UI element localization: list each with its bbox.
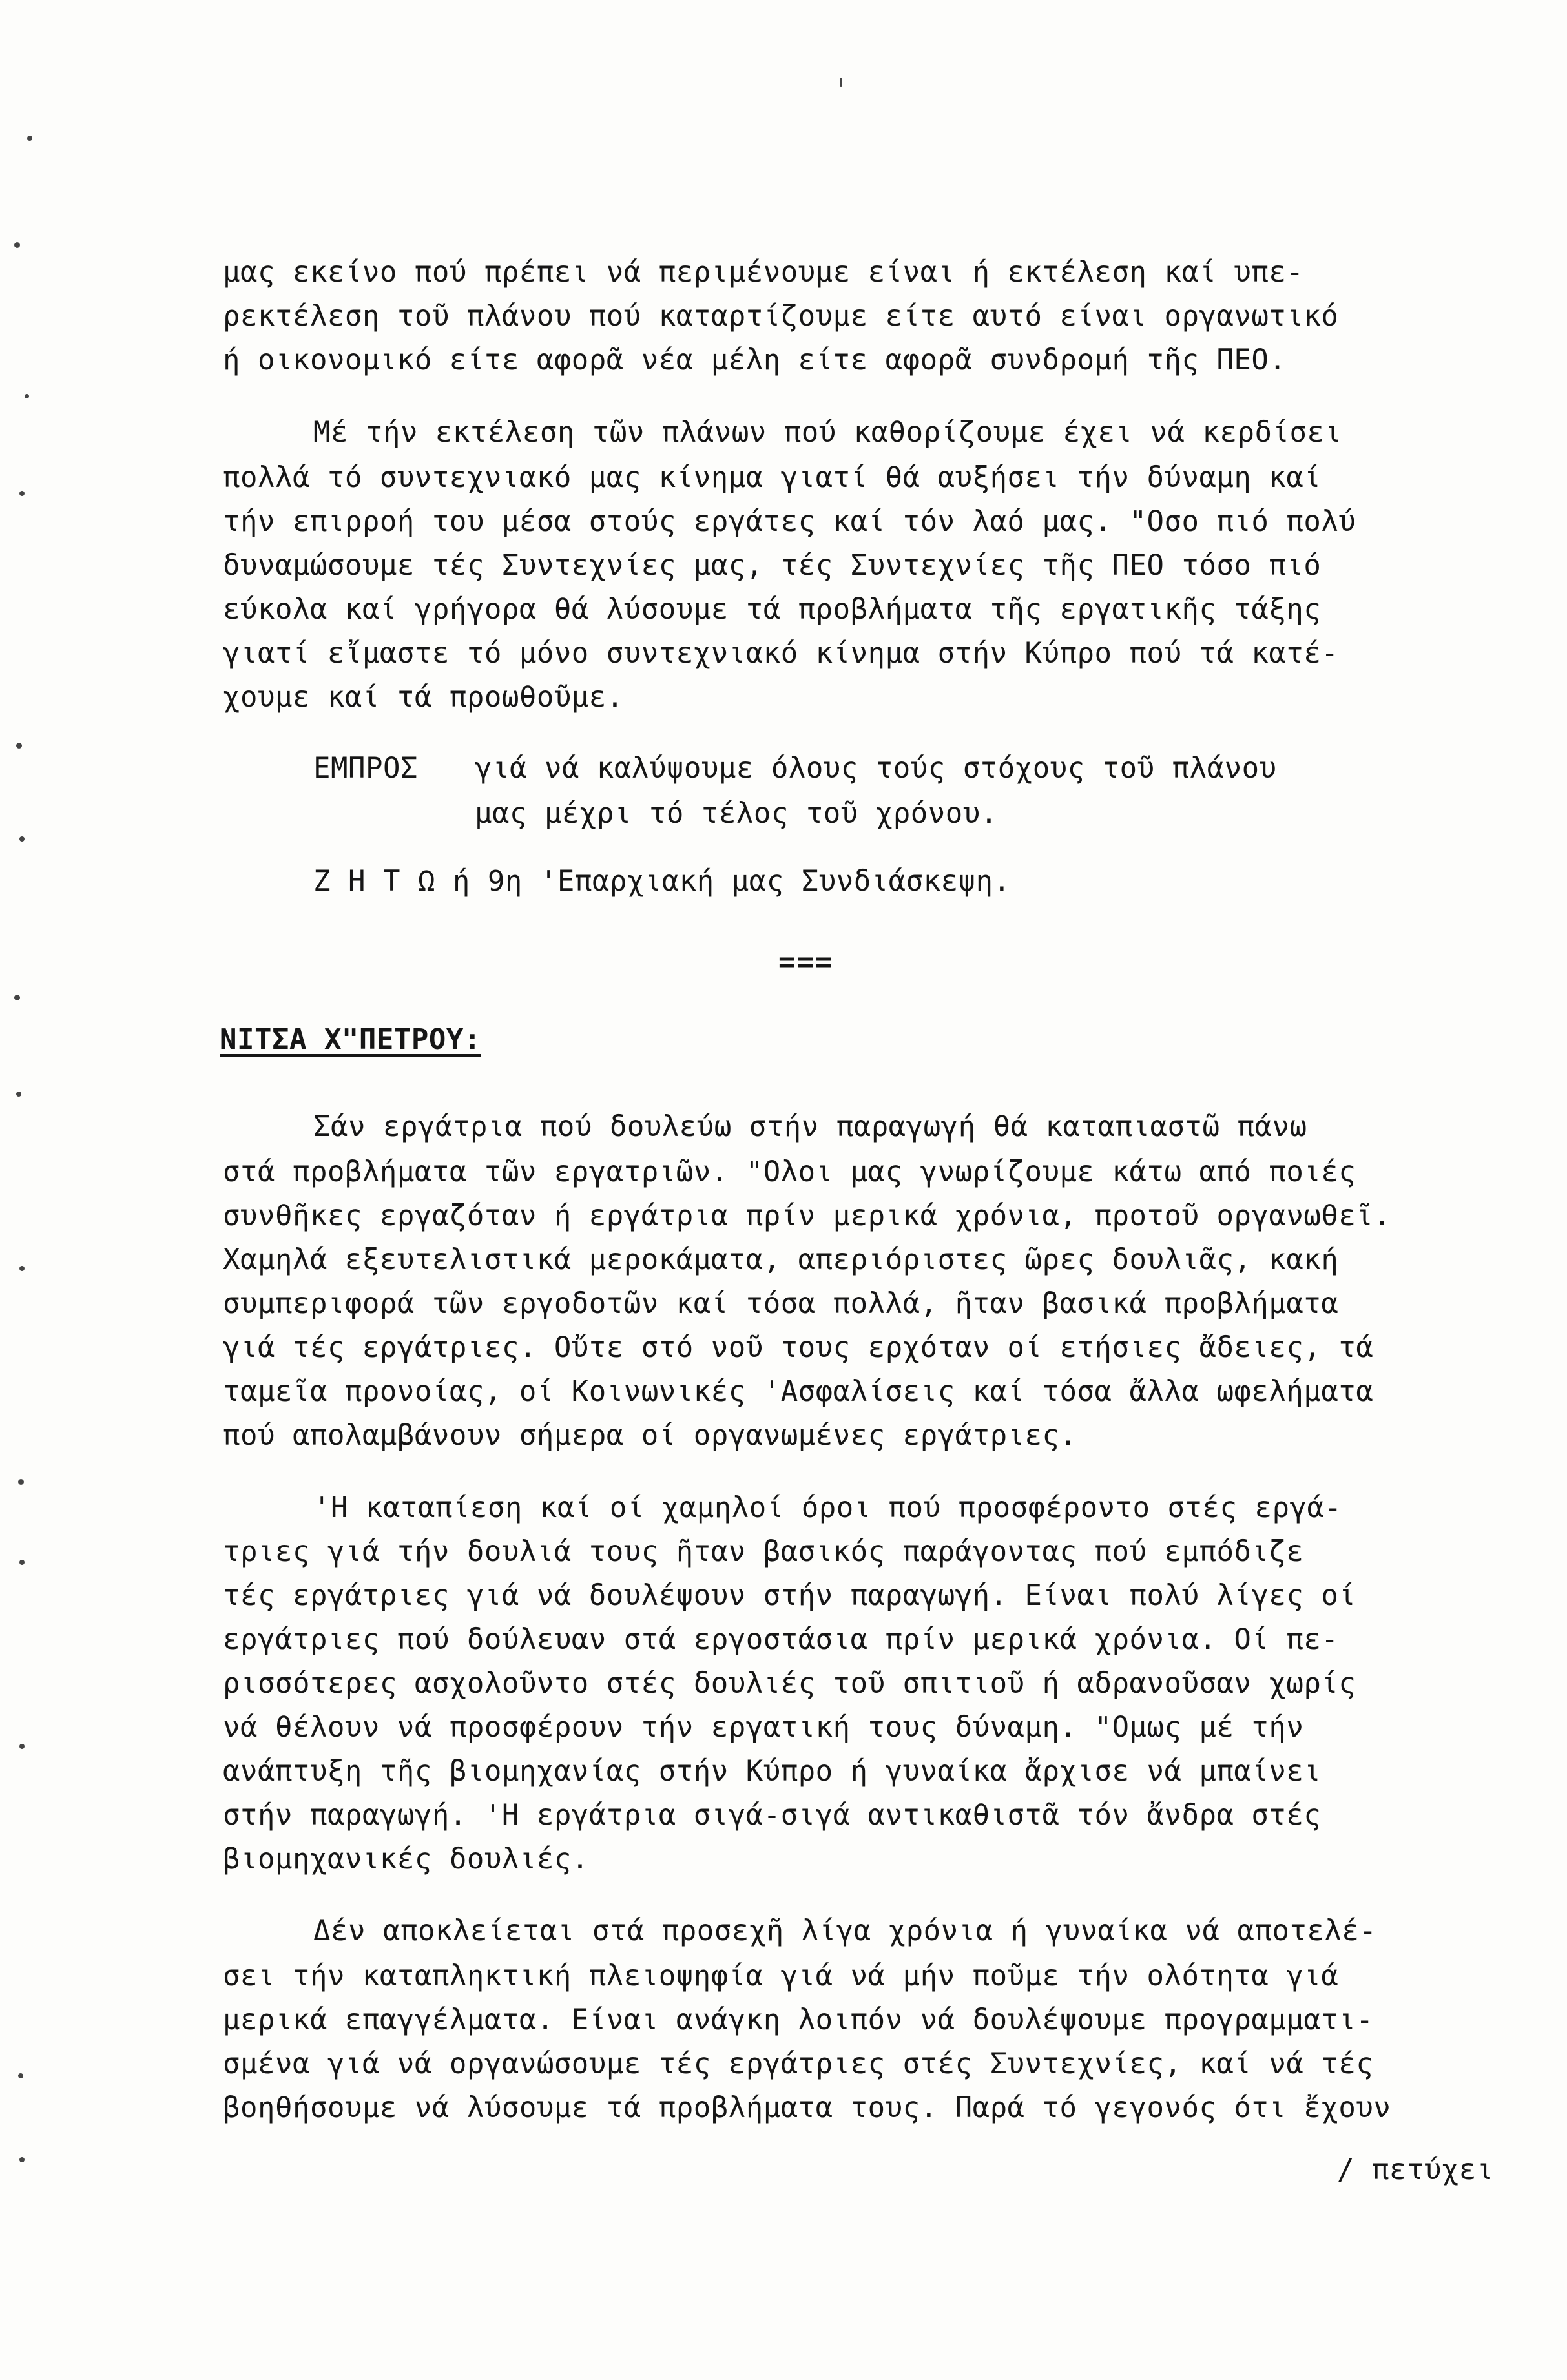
scan-speck [14,995,20,1000]
scan-speck [14,242,20,248]
text-line: μερικά επαγγέλματα. Είναι ανάγκη λοιπόν νά δουλέψουμε προγραμματι- [223,2003,1374,2036]
text-line: τές εργάτριες γιά νά δουλέψουν στήν παραγωγή. Είναι πολύ λίγες οί [223,1579,1356,1612]
text-line: γιά τές εργάτριες. Οὔτε στό νοῦ τους ερχόταν οί ετήσιες ἄδειες, τά [223,1331,1374,1364]
text-line: νά θέλουν νά προσφέρουν τήν εργατική τους δύναμη. "Ομως μέ τήν [223,1711,1304,1744]
scan-speck [19,2157,25,2162]
scan-speck [18,1479,24,1485]
slogan-label: ΕΜΠΡΟΣ [313,752,418,785]
text-line: σει τήν καταπληκτική πλειοψηφία γιά νά μήν ποῦμε τήν ολότητα γιά [223,1960,1339,1992]
text-line: βιομηχανικές δουλιές. [223,1843,589,1876]
text-line: Ζ Η Τ Ω ή 9η 'Επαρχιακή μας Συνδιάσκεψη. [313,865,1011,898]
text-line: τήν επιρροή του μέσα στούς εργάτες καί τόν λαό μας. "Οσο πιό πολύ [223,505,1356,538]
text-line: βοηθήσουμε νά λύσουμε τά προβλήματα τους. Παρά τό γεγονός ότι ἔχουν [223,2091,1391,2124]
text-line: ρεκτέλεση τοῦ πλάνου πού καταρτίζουμε είτε αυτό είναι οργανωτικό [223,300,1339,333]
text-line: σμένα γιά νά οργανώσουμε τές εργάτριες στές Συντεχνίες, καί νά τές [223,2047,1374,2080]
text-line: πού απολαμβάνουν σήμερα οί οργανωμένες εργάτριες. [223,1419,1077,1452]
text-line: Μέ τήν εκτέλεση τῶν πλάνων πού καθορίζουμε έχει νά κερδίσει [313,416,1342,449]
text-line: εύκολα καί γρήγορα θά λύσουμε τά προβλήματα τῆς εργατικῆς τάξης [223,593,1322,626]
scan-speck [19,491,25,496]
text-line: ρισσότερες ασχολοῦντο στές δουλιές τοῦ σπιτιοῦ ή αδρανοῦσαν χωρίς [223,1667,1356,1700]
text-line: τριες γιά τήν δουλιά τους ῆταν βασικός παράγοντας πού εμπόδιζε [223,1535,1304,1568]
text-line: μας μέχρι τό τέλος τοῦ χρόνου. [475,797,998,830]
text-line: στά προβλήματα τῶν εργατριῶν. "Ολοι μας γνωρίζουμε κάτω από ποιές [223,1155,1356,1188]
scan-speck [16,1092,21,1097]
scan-speck [19,836,25,842]
text-line: ταμεῖα προνοίας, οί Κοινωνικές 'Ασφαλίσεις καί τόσα ἄλλα ωφελήματα [223,1375,1374,1408]
scan-speck [25,394,29,398]
text-line: Χαμηλά εξευτελιστικά μεροκάματα, απεριόριστες ῶρες δουλιᾶς, κακή [223,1243,1339,1276]
speaker-heading: ΝΙΤΣΑ Χ"ΠΕΤΡΟΥ: [220,1023,481,1056]
text-line: συνθῆκες εργαζόταν ή εργάτρια πρίν μερικά χρόνια, προτοῦ οργανωθεῖ. [223,1199,1391,1232]
text-line: εργάτριες πού δούλευαν στά εργοστάσια πρίν μερικά χρόνια. Οί πε- [223,1623,1339,1656]
scan-speck [16,743,22,749]
text-line: γιά νά καλύψουμε όλους τούς στόχους τοῦ πλάνου [475,752,1277,785]
text-line: Σάν εργάτρια πού δουλεύω στήν παραγωγή θά καταπιαστῶ πάνω [313,1110,1307,1143]
scan-speck [19,1560,25,1565]
text-line: γιατί εἴμαστε τό μόνο συντεχνιακό κίνημα στήν Κύπρο πού τά κατέ- [223,637,1339,670]
text-line: 'Η καταπίεση καί οί χαμηλοί όροι πού προσφέροντο στές εργά- [313,1491,1342,1524]
scan-speck [840,78,842,87]
section-separator: === [778,946,834,978]
text-line: Δέν αποκλείεται στά προσεχῆ λίγα χρόνια ή γυναίκα νά αποτελέ- [313,1914,1377,1947]
text-line: ανάπτυξη τῆς βιομηχανίας στήν Κύπρο ή γυναίκα ἄρχισε νά μπαίνει [223,1755,1322,1788]
text-line: δυναμώσουμε τές Συντεχνίες μας, τές Συντεχνίες τῆς ΠΕΟ τόσο πιό [223,549,1322,582]
scan-speck [18,2073,23,2078]
text-line: στήν παραγωγή. 'Η εργάτρια σιγά-σιγά αντικαθιστᾶ τόν ἄνδρα στές [223,1799,1322,1832]
text-line: συμπεριφορά τῶν εργοδοτῶν καί τόσα πολλά, ῆταν βασικά προβλήματα [223,1287,1339,1320]
scan-speck [19,1266,25,1271]
text-line: χουμε καί τά προωθοῦμε. [223,681,624,714]
text-line: ή οικονομικό είτε αφορᾶ νέα μέλη είτε αφορᾶ συνδρομή τῆς ΠΕΟ. [223,344,1287,377]
scan-speck [19,1744,25,1749]
scan-speck [27,136,32,141]
continuation-marker: / πετύχει [1337,2153,1494,2186]
text-line: πολλά τό συντεχνιακό μας κίνημα γιατί θά αυξήσει τήν δύναμη καί [223,461,1322,494]
text-line: μας εκείνο πού πρέπει νά περιμένουμε είναι ή εκτέλεση καί υπε- [223,256,1304,289]
